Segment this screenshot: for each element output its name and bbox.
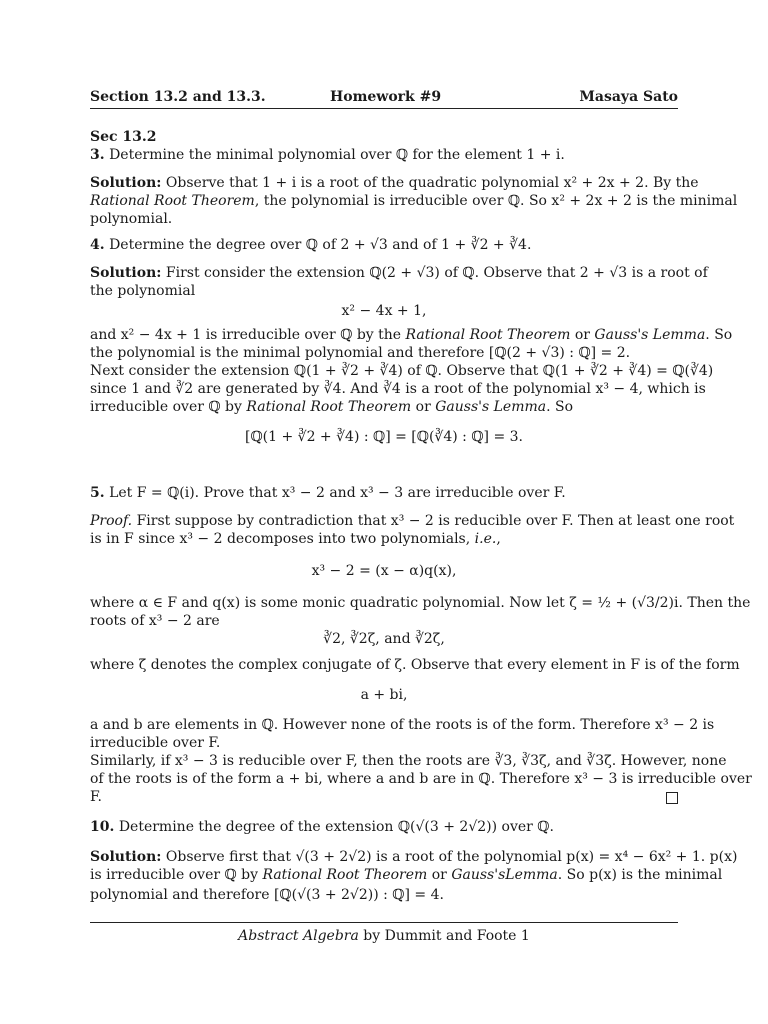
problem-text: Determine the degree over ℚ of 2 + √3 and of 1 + ∛2 + ∛4. [109, 237, 532, 253]
proof-line10: F. [90, 789, 102, 805]
header-section: Section 13.2 and 13.3. [90, 89, 266, 105]
solution-text: . So [546, 399, 574, 415]
solution-4-line5: Next consider the extension ℚ(1 + ∛2 + ∛4) of ℚ. Observe that ℚ(1 + ∛2 + ∛4) = ℚ(∛4) [90, 363, 714, 379]
proof-line8: Similarly, if x³ − 3 is reducible over F, then the roots are ∛3, ∛3ζ, and ∛3ζ̄. However, none [90, 753, 727, 769]
solution-text: is irreducible over ℚ by [90, 867, 263, 883]
header-title: Homework #9 [330, 89, 442, 105]
solution-label: Solution: [90, 175, 162, 191]
solution-text: or [427, 867, 452, 883]
page-header [90, 88, 678, 109]
equation-quadratic: x² − 4x + 1, [341, 303, 427, 319]
solution-3-line3: polynomial. [90, 211, 173, 227]
proof-label: Proof. [90, 513, 133, 529]
page-footer [90, 922, 678, 944]
problem-5 [90, 484, 566, 502]
theorem-name: Rational Root Theorem [405, 327, 571, 343]
equation-factor: x³ − 2 = (x − α)q(x), [311, 563, 457, 579]
solution-text: First consider the extension ℚ(2 + √3) of ℚ. Observe that 2 + √3 is a root of [165, 265, 708, 281]
problem-text: Let F = ℚ(i). Prove that x³ − 2 and x³ − 3 are irreducible over F. [109, 485, 566, 501]
proof-line6: a and b are elements in ℚ. However none of the roots is of the form. Therefore x³ − 2 is [90, 717, 715, 733]
proof-line3: where α ∈ F and q(x) is some monic quadratic polynomial. Now let ζ = ½ + (√3/2)i. Then the [90, 595, 751, 611]
proof-text: , [496, 531, 501, 547]
solution-text: irreducible over ℚ by [90, 399, 247, 415]
equation-form: a + bi, [360, 687, 408, 703]
solution-10-line2 [90, 866, 722, 884]
solution-text: , the polynomial is irreducible over ℚ. So x² + 2x + 2 is the minimal [254, 193, 738, 209]
header-author: Masaya Sato [579, 89, 678, 105]
footer-book-title: Abstract Algebra [238, 928, 359, 944]
solution-10-line1 [90, 848, 737, 866]
problem-4 [90, 236, 531, 254]
proof-line1 [90, 512, 734, 530]
lemma-name: Gauss's Lemma [594, 327, 706, 343]
equation-degree: [ℚ(1 + ∛2 + ∛4) : ℚ] = [ℚ(∛4) : ℚ] = 3. [245, 429, 523, 445]
proof-text: is in F since x³ − 2 decomposes into two polynomials, [90, 531, 475, 547]
solution-text: and x² − 4x + 1 is irreducible over ℚ by the [90, 327, 406, 343]
solution-3-line1 [90, 174, 699, 192]
footer-text: by Dummit and Foote 1 [358, 928, 530, 944]
solution-3-line2 [90, 192, 737, 210]
solution-4-line7 [90, 398, 573, 416]
proof-line9: of the roots is of the form a + bi, where a and b are in ℚ. Therefore x³ − 3 is irreducible over [90, 771, 752, 787]
problem-number: 10. [90, 819, 115, 835]
solution-4-line3 [90, 326, 732, 344]
section-title: Sec 13.2 [90, 129, 157, 145]
problem-text: Determine the degree of the extension ℚ(√(3 + 2√2)) over ℚ. [118, 819, 554, 835]
proof-text: First suppose by contradiction that x³ − 2 is reducible over F. Then at least one root [136, 513, 735, 529]
proof-line2 [90, 530, 501, 548]
problem-text: Determine the minimal polynomial over ℚ for the element 1 + i. [109, 147, 565, 163]
proof-line7: irreducible over F. [90, 735, 221, 751]
solution-4-line6: since 1 and ∛2 are generated by ∛4. And ∛4 is a root of the polynomial x³ − 4, which is [90, 381, 706, 397]
proof-line5: where ζ̄ denotes the complex conjugate of ζ. Observe that every element in F is of the form [90, 657, 740, 673]
solution-4-line4: the polynomial is the minimal polynomial and therefore [ℚ(2 + √3) : ℚ] = 2. [90, 345, 631, 361]
solution-text: . So p(x) is the minimal [557, 867, 723, 883]
problem-number: 3. [90, 147, 105, 163]
theorem-name: Rational Root Theorem [246, 399, 412, 415]
qed-square-icon [666, 792, 678, 804]
lemma-name: Gauss's Lemma [435, 399, 547, 415]
problem-number: 4. [90, 237, 105, 253]
solution-4-line1 [90, 264, 708, 282]
problem-number: 5. [90, 485, 105, 501]
proof-line4: roots of x³ − 2 are [90, 613, 220, 629]
solution-text: Observe first that √(3 + 2√2) is a root of the polynomial p(x) = x⁴ − 6x² + 1. p(x) [165, 849, 738, 865]
equation-roots: ∛2, ∛2ζ, and ∛2ζ̄, [323, 631, 445, 647]
solution-text: Observe that 1 + i is a root of the quadratic polynomial x² + 2x + 2. By the [165, 175, 699, 191]
solution-text: or [411, 399, 436, 415]
solution-text: or [570, 327, 595, 343]
solution-10-line3: polynomial and therefore [ℚ(√(3 + 2√2)) : ℚ] = 4. [90, 887, 444, 903]
proof-text: i.e. [474, 531, 497, 547]
theorem-name: Rational Root Theorem [262, 867, 428, 883]
solution-text: . So [705, 327, 733, 343]
theorem-name: Rational Root Theorem [90, 193, 255, 209]
lemma-name: Gauss'sLemma [451, 867, 558, 883]
solution-label: Solution: [90, 265, 162, 281]
problem-3 [90, 146, 565, 164]
solution-4-line2: the polynomial [90, 283, 196, 299]
solution-label: Solution: [90, 849, 162, 865]
problem-10 [90, 818, 554, 836]
